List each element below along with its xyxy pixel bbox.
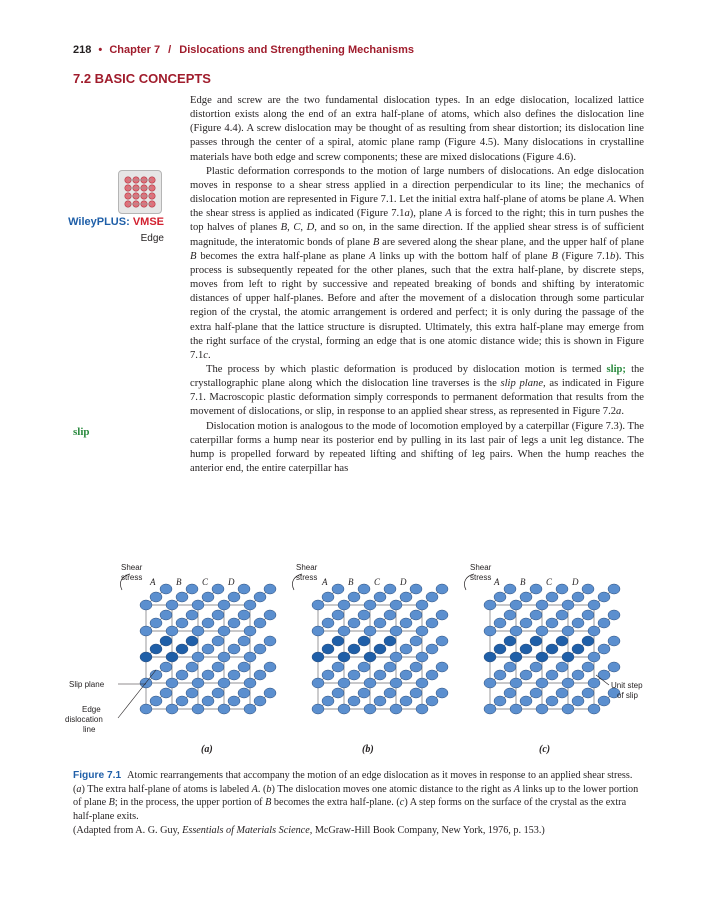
paragraph-3: The process by which plastic deformation is produced by dislocation motion is termed slip; the crystallographic plane along which the dislocation line traverses is the slip plane, as indicated in Figure 7.1. Macroscopic plastic deformation simply corresponds to permanent deformation that results from the movement of dislocations, or slip, in response to an applied shear stress, as represented in Figure 7.2a. bbox=[190, 363, 645, 418]
edge-dislocation-label-2: dislocation bbox=[65, 715, 103, 724]
caption-source: (Adapted from A. G. Guy, Essentials of Materials Science, McGraw-Hill Book Company, New York, 1976, p. 153.) bbox=[73, 825, 545, 837]
edge-dislocation-label-1: Edge bbox=[82, 705, 101, 714]
unit-step-label-1: Unit step bbox=[611, 681, 643, 690]
body-text bbox=[190, 94, 644, 476]
plane-label-b: B bbox=[520, 577, 526, 587]
panel-label-a: (a) bbox=[201, 744, 213, 755]
shear-label-b-2: stress bbox=[296, 573, 318, 582]
vmse-label: VMSE bbox=[132, 216, 164, 228]
slip-glossary-term[interactable]: slip; bbox=[606, 363, 626, 375]
plane-label-d: D bbox=[400, 577, 407, 587]
figure-7-1 bbox=[56, 560, 676, 760]
paragraph-4: Dislocation motion is analogous to the mode of locomotion employed by a caterpillar (Figure 7.3). The caterpillar forms a hump near its posterior end by pulling in its last pair of legs a unit leg distance. The hump is propelled forward by repeated lifting and shifting of leg pairs. When the hump reaches the anterior end, the entire caterpillar has bbox=[190, 420, 644, 475]
shear-label-a-1: Shear bbox=[121, 563, 143, 572]
page-number: 218 bbox=[73, 44, 92, 56]
shear-label-b-1: Shear bbox=[296, 563, 318, 572]
plane-label-c: C bbox=[202, 577, 209, 587]
shear-label-c-2: stress bbox=[470, 573, 492, 582]
figure-7-1-diagram bbox=[56, 560, 676, 760]
running-head-separator: / bbox=[168, 44, 172, 56]
plane-label-d: D bbox=[572, 577, 579, 587]
lattice-panel-c bbox=[464, 574, 620, 714]
plane-label-c: C bbox=[546, 577, 553, 587]
lattice-panel-a bbox=[120, 574, 276, 714]
plane-label-b: B bbox=[176, 577, 182, 587]
edge-dislocation-label-3: line bbox=[83, 725, 96, 734]
plane-label-b: B bbox=[348, 577, 354, 587]
plane-label-d: D bbox=[228, 577, 235, 587]
chapter-label: Chapter 7 bbox=[109, 44, 161, 56]
running-head bbox=[73, 44, 414, 56]
paragraph-2: Plastic deformation corresponds to the motion of large numbers of dislocations. An edge dislocation moves in response to a shear stress applied in a direction perpendicular to its line; the mechanics of dislocation motion are represented in Figure 7.1. Let the initial extra half-plane of atoms be plane A. When the shear stress is applied as indicated (Figure 7.1a), plane A is forced to the right; this in turn pushes the top halves of planes B, C, D, and so on, in the same direction. If the applied shear stress is of sufficient magnitude, the interatomic bonds of plane B are severed along the shear plane, and the upper half of plane B becomes the extra half-plane as plane A links up with the bottom half of plane B (Figure 7.1b). This process is subsequently repeated for the other planes, such that the extra half-plane, by discrete steps, moves from left to right by successive and repeated breaking of bonds and shifting by interatomic distances of upper half-planes. Before and after the movement of a dislocation through some particular region of the crystal, the atomic arrangement is ordered and perfect; it is only during the passage of the extra half-plane that the lattice structure is disrupted. Ultimately, this extra half-plane may emerge from the right surface of the crystal, forming an edge that is one atomic distance wide; this is shown in Figure 7.1c. bbox=[190, 165, 645, 361]
lattice-panel-b bbox=[292, 574, 448, 714]
running-head-bullet: • bbox=[98, 44, 103, 56]
plane-label-a: A bbox=[150, 577, 156, 587]
slip-plane-label: Slip plane bbox=[69, 680, 105, 689]
caption-text: Figure 7.1 Atomic rearrangements that accompany the motion of an edge dislocation as it moves in response to an applied shear stress. (a) The extra half-plane of atoms is labeled A. (b) The dislocation moves one atomic distance to the right as A links up to the lower portion of plane B; in the process, the upper portion of B becomes the extra half-plane. (c) A step forms on the surface of the crystal as the extra half-plane exits. bbox=[73, 770, 639, 822]
panel-label-c: (c) bbox=[539, 744, 551, 755]
vmse-brand[interactable] bbox=[68, 216, 164, 228]
section-heading: 7.2 BASIC CONCEPTS bbox=[73, 71, 211, 86]
glossary-margin-term: slip bbox=[73, 426, 90, 438]
plane-label-a: A bbox=[494, 577, 500, 587]
figure-caption bbox=[73, 769, 645, 838]
vmse-topic: Edge bbox=[140, 233, 164, 244]
wileyplus-label: WileyPLUS: bbox=[68, 216, 130, 228]
vmse-lattice-icon[interactable] bbox=[118, 170, 162, 214]
unit-step-label-2: of slip bbox=[617, 691, 638, 700]
plane-label-c: C bbox=[374, 577, 381, 587]
shear-label-c-1: Shear bbox=[470, 563, 492, 572]
shear-label-a-2: stress bbox=[121, 573, 143, 582]
caption-figure-label: Figure 7.1 bbox=[73, 770, 122, 781]
plane-label-a: A bbox=[322, 577, 328, 587]
chapter-title: Dislocations and Strengthening Mechanisms bbox=[179, 44, 414, 56]
paragraph-1: Edge and screw are the two fundamental dislocation types. In an edge dislocation, localized lattice distortion exists along the end of an extra half-plane of atoms, which also defines the dislocation line (Figure 4.4). A screw dislocation may be thought of as resulting from shear distortion; its dislocation line passes through the center of a spiral, atomic plane ramp (Figure 4.5). Many dislocations in crystalline materials have both edge and screw components; these are mixed dislocations (Figure 4.6). bbox=[190, 95, 644, 163]
panel-label-b: (b) bbox=[362, 744, 374, 755]
